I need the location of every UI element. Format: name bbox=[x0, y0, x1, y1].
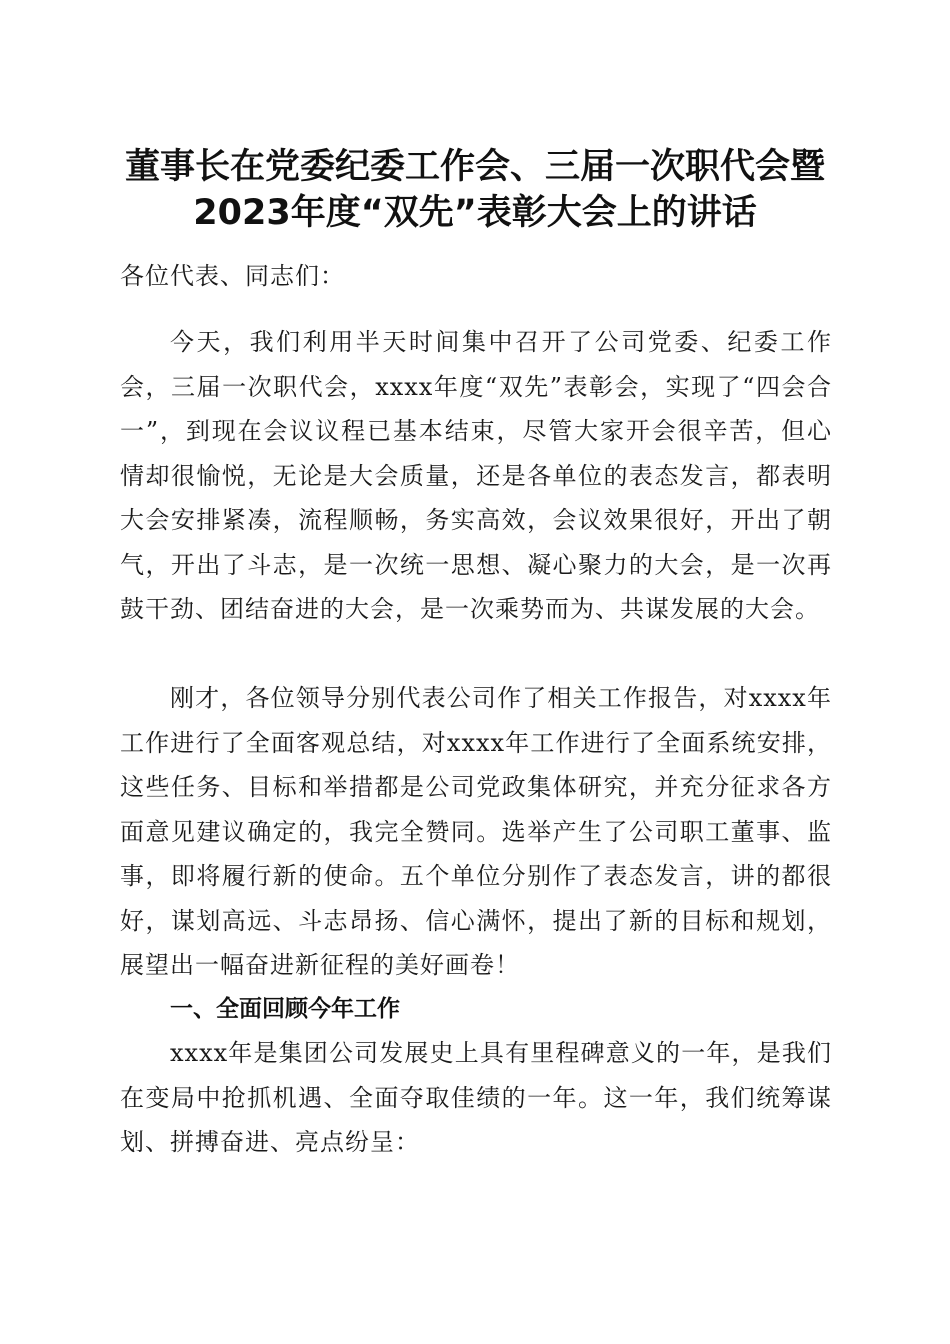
paragraph-reports: 刚才，各位领导分别代表公司作了相关工作报告，对xxxx年工作进行了全面客观总结，对xxxx年工作进行了全面系统安排，这些任务、目标和举措都是公司党政集体研究，并充分征求各方面意见建议确定的，我完全赞同。选举产生了公司职工董事、监事，即将履行新的使命。五个单位分别作了表态发言，讲的都很好，谋划高远、斗志昂扬、信心满怀，提出了新的目标和规划，展望出一幅奋进新征程的美好画卷！ bbox=[120, 684, 832, 979]
paragraph-review: xxxx年是集团公司发展史上具有里程碑意义的一年，是我们在变局中抢抓机遇、全面夺取佳绩的一年。这一年，我们统筹谋划、拼搏奋进、亮点纷呈： bbox=[120, 1039, 832, 1156]
salutation: 各位代表、同志们： bbox=[120, 262, 345, 290]
section-heading: 一、全面回顾今年工作 bbox=[170, 996, 400, 1022]
paragraph-opening: 今天，我们利用半天时间集中召开了公司党委、纪委工作会，三届一次职代会，xxxx年度“双先”表彰会，实现了“四会合一”，到现在会议议程已基本结束，尽管大家开会很辛苦，但心情却很愉悦，无论是大会质量，还是各单位的表态发言，都表明大会安排紧凑，流程顺畅，务实高效，会议效果很好，开出了朝气，开出了斗志，是一次统一思想、凝心聚力的大会，是一次再鼓干劲、团结奋进的大会，是一次乘势而为、共谋发展的大会。 bbox=[120, 328, 832, 623]
document-title-line-2: 2023年度“双先”表彰大会上的讲话 bbox=[193, 193, 757, 233]
document-title-line-1: 董事长在党委纪委工作会、三届一次职代会暨 bbox=[124, 147, 825, 187]
